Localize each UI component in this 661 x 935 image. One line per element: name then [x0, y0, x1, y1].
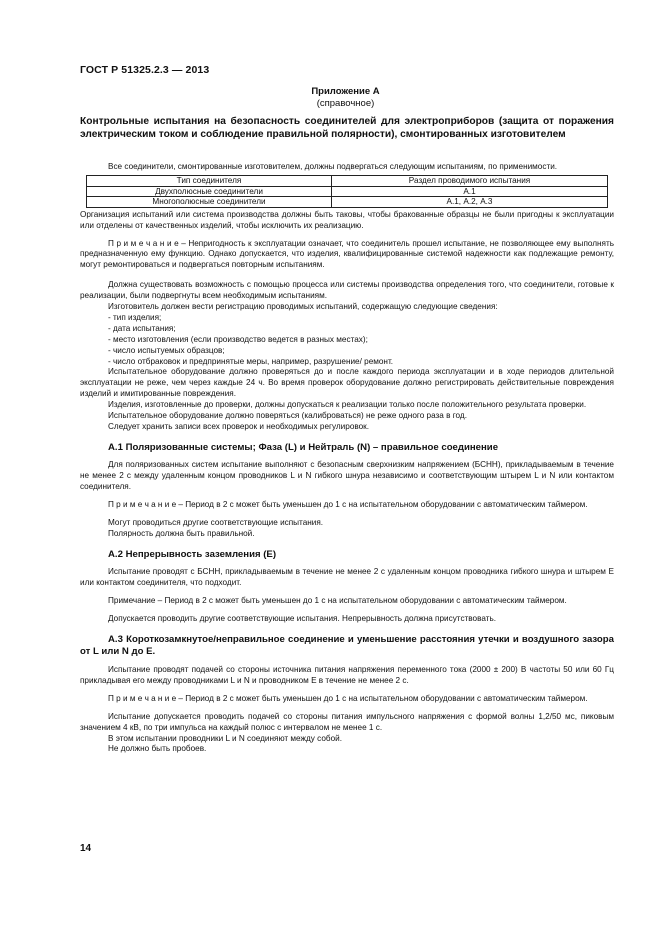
note-label: П р и м е ч а н и е [108, 693, 177, 703]
table-cell: Двухполюсные соединители [87, 186, 332, 197]
table-cell: А.1 [332, 186, 608, 197]
paragraph: Испытание проводят с БСНН, прикладываемым в течение не менее 2 с удаленным концом проводника гибкого шнура и штырем Е или контактом соединителя, что подходит. [80, 567, 614, 588]
list-item: - число отбраковок и предпринятые меры, например, разрушение/ ремонт. [108, 356, 394, 366]
paragraph: Испытательное оборудование должно проверяться до и после каждого периода эксплуатации и в ходе периодов длительной эксплуатации не реже, чем через каждые 24 ч. Во время проверок оборудование должно регистрировать действительные повреждения изделий и имитированные повреждения. [80, 367, 614, 399]
paragraph: Изделия, изготовленные до проверки, должны допускаться к реализации только после положительного результата проверки. [108, 400, 587, 410]
paragraph: Допускается проводить другие соответствующие испытания. Непрерывность должна присутствовать. [108, 614, 497, 624]
table-header: Тип соединителя [87, 175, 332, 186]
paragraph: Следует хранить записи всех проверок и необходимых регулировок. [108, 422, 370, 431]
table-cell: Многополюсные соединители [87, 197, 332, 208]
note-paragraph [80, 239, 614, 272]
section-heading-a1: А.1 Поляризованные системы; Фаза (L) и Нейтраль (N) – правильное соединение [108, 441, 499, 453]
table-header: Раздел проводимого испытания [332, 175, 608, 186]
document-title: Контрольные испытания на безопасность соединителей для электроприборов (защита от поражения электрическим током и соблюдение правильной полярности), смонтированных изготовителем [80, 116, 614, 140]
list-item: - тип изделия; [108, 312, 162, 322]
paragraph: Испытание проводят подачей со стороны источника питания напряжения переменного тока (2000 ± 200) В частоты 50 или 60 Гц прикладывая его между проводниками L и N и проводником Е в течение не менее 2 с. [80, 664, 614, 685]
note-label: П р и м е ч а н и е [108, 500, 177, 510]
annex-subtitle: (справочное) [316, 98, 375, 109]
paragraph: Для поляризованных систем испытание выполняют с безопасным сверхнизким напряжением (БСНН), прикладываемым в течение не менее 2 с между удаленным концом проводников L и N гибкого шнура независимо и соответствующим штырем L и N или контактом соединителя. [80, 460, 614, 492]
section-heading-a2: А.2 Непрерывность заземления (Е) [108, 548, 277, 560]
table-row [87, 197, 608, 208]
paragraph: Испытание допускается проводить подачей со стороны питания импульсного напряжения с формой волны 1,2/50 мс, пиковым значением 4 кВ, по три импульса на каждый полюс с интервалом не менее 1 с. [80, 711, 614, 732]
table-header-row [87, 175, 608, 186]
note-label: П р и м е ч а н и е [108, 238, 179, 248]
list-item: - место изготовления (если производство ведется в разных местах); [108, 334, 368, 344]
list-item: - число испытуемых образцов; [108, 345, 225, 355]
organization-paragraph: Организация испытаний или система производства должны быть таковы, чтобы бракованные образцы не были пригодны к эксплуатации или отделены от качественных изделий, чтобы исключить их реализацию. [80, 209, 614, 230]
note-paragraph [80, 694, 614, 705]
paragraph: Полярность должна быть правильной. [108, 528, 255, 538]
intro-paragraph: Все соединители, смонтированные изготовителем, должны подвергаться следующим испытаниям, по применимости. [108, 162, 558, 171]
page-number: 14 [80, 843, 92, 854]
section-heading-a3: А.3 Короткозамкнутое/неправильное соединение и уменьшение расстояния утечки и воздушного зазора от L или N до Е. [80, 633, 614, 658]
paragraph: Не должно быть пробоев. [108, 744, 207, 754]
paragraph: В этом испытании проводники L и N соединяют между собой. [108, 733, 342, 743]
tests-table [86, 175, 608, 208]
document-body [80, 162, 614, 755]
paragraph: Должна существовать возможность с помощью процесса или системы производства определения того, что соединители, готовые к реализации, были подвергнуты всем необходимым испытаниям. [80, 280, 614, 301]
annex-title: Приложение А [311, 86, 380, 97]
paragraph: Испытательное оборудование должно поверяться (калиброваться) не реже одного раза в год. [108, 411, 467, 421]
table-cell: А.1, А.2, А.3 [332, 197, 608, 208]
note-text: – Период в 2 с может быть уменьшен до 1 с на испытательном оборудовании с автоматическим таймером. [176, 693, 588, 703]
paragraph: Могут проводиться другие соответствующие испытания. [108, 518, 324, 528]
note-paragraph: Примечание – Период в 2 с может быть уменьшен до 1 с на испытательном оборудовании с автоматическим таймером. [108, 596, 567, 606]
list-item: - дата испытания; [108, 323, 176, 333]
note-text: – Период в 2 с может быть уменьшен до 1 с на испытательном оборудовании с автоматическим таймером. [176, 500, 588, 510]
note-paragraph [80, 500, 614, 511]
standard-header: ГОСТ Р 51325.2.3 — 2013 [80, 64, 210, 76]
paragraph: Изготовитель должен вести регистрацию проводимых испытаний, содержащую следующие сведения: [108, 302, 498, 312]
note-text: – Непригодность к эксплуатации означает, что соединитель прошел испытание, не позволяющее ему выполнять предназначенную ему функцию. Однако допускается, что изделия, квалифицированные системой надежности как подлежащие ремонту, могут ремонтироваться и подвергаться повторным испытаниям. [80, 238, 614, 270]
table-row [87, 186, 608, 197]
